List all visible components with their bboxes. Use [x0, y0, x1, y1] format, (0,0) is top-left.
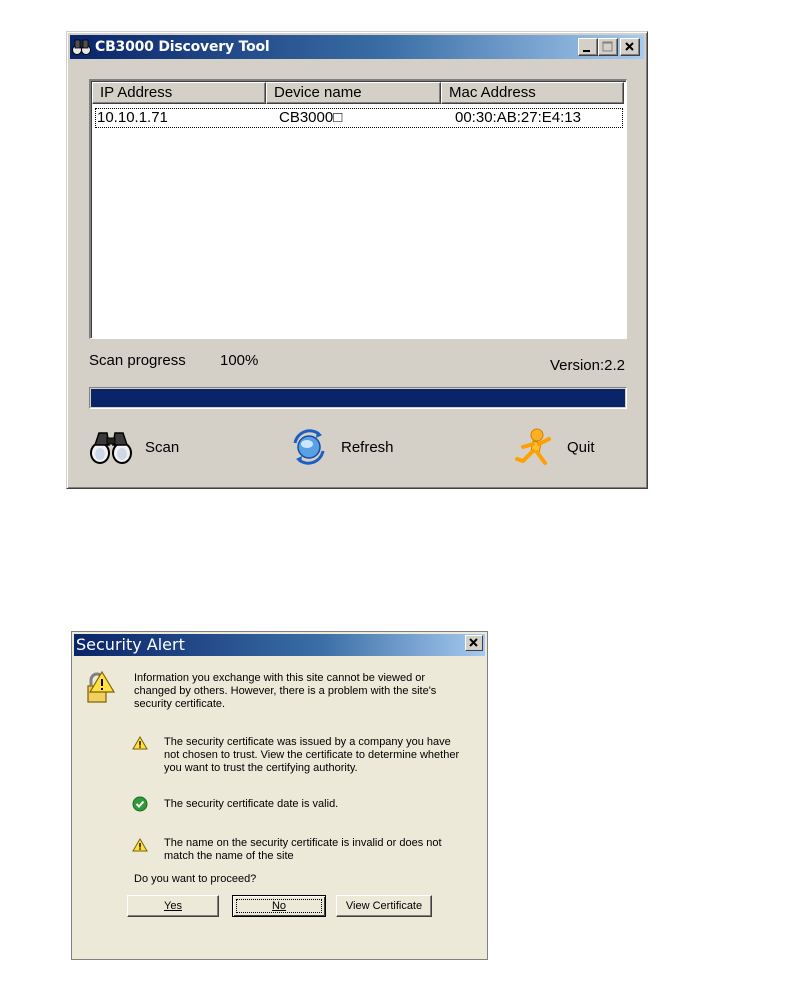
progress-fill — [91, 389, 625, 407]
minimize-icon — [579, 39, 597, 55]
item-line: The security certificate date is valid. — [164, 798, 339, 810]
title-bar[interactable] — [70, 35, 644, 59]
lock-warning-icon — [80, 670, 116, 706]
scan-label: Scan — [145, 438, 180, 456]
security-item — [164, 837, 442, 863]
quit-button[interactable] — [511, 427, 595, 467]
scan-progress-label: Scan progress — [89, 352, 186, 369]
column-header-ip[interactable]: IP Address — [92, 82, 266, 104]
intro-line: changed by others. However, there is a problem with the site's — [134, 685, 437, 697]
refresh-button[interactable] — [289, 427, 394, 467]
item-line: you want to trust the certifying authority. — [164, 762, 358, 774]
progress-bar — [89, 387, 627, 409]
scan-button[interactable] — [89, 427, 179, 467]
discovery-tool-window — [66, 31, 648, 489]
cell-device-name: CB3000□ — [279, 109, 343, 126]
warning-icon — [132, 838, 148, 852]
maximize-button[interactable] — [598, 38, 618, 56]
no-label: No — [271, 900, 287, 912]
check-icon — [132, 796, 148, 812]
window-title: CB3000 Discovery Tool — [95, 39, 270, 55]
security-item — [164, 798, 338, 811]
binoculars-icon — [89, 429, 133, 465]
warning-icon — [132, 736, 148, 750]
item-line: The name on the security certificate is invalid or does not — [164, 837, 442, 849]
column-header-device[interactable]: Device name — [266, 82, 441, 104]
column-header-mac[interactable]: Mac Address — [441, 82, 624, 104]
item-line: The security certificate was issued by a company you have — [164, 736, 451, 748]
item-line: not chosen to trust. View the certificate to determine whether — [164, 749, 460, 761]
dialog-title: Security Alert — [76, 635, 185, 654]
no-button[interactable] — [232, 895, 326, 917]
refresh-icon — [289, 429, 329, 465]
intro-line: security certificate. — [134, 698, 226, 710]
maximize-icon — [599, 39, 617, 55]
focus-ring — [236, 899, 322, 913]
minimize-button[interactable] — [578, 38, 598, 56]
scan-progress-value: 100% — [220, 352, 259, 369]
quit-label: Quit — [567, 438, 595, 456]
device-list[interactable] — [89, 79, 627, 339]
proceed-question: Do you want to proceed? — [134, 873, 257, 885]
version-label: Version:2.2 — [549, 357, 625, 374]
yes-label: Yes — [164, 900, 182, 912]
security-alert-title-bar[interactable] — [74, 634, 485, 656]
item-line: match the name of the site — [164, 850, 294, 862]
close-button[interactable] — [620, 38, 640, 56]
cell-ip: 10.10.1.71 — [97, 109, 168, 126]
view-certificate-label: View Certificate — [345, 900, 423, 912]
intro-text — [134, 672, 436, 711]
dialog-close-button[interactable] — [465, 635, 483, 651]
cell-mac: 00:30:AB:27:E4:13 — [455, 109, 581, 126]
list-header — [92, 82, 626, 104]
security-alert-dialog — [71, 631, 488, 960]
binoculars-app-icon — [72, 38, 92, 56]
close-icon — [621, 39, 639, 55]
security-item — [164, 736, 459, 775]
yes-button[interactable] — [127, 895, 219, 917]
table-row[interactable] — [95, 108, 623, 128]
close-icon — [466, 636, 482, 650]
running-man-icon — [511, 427, 555, 467]
refresh-label: Refresh — [341, 438, 394, 456]
intro-line: Information you exchange with this site cannot be viewed or — [134, 672, 426, 684]
view-certificate-button[interactable] — [336, 895, 432, 917]
